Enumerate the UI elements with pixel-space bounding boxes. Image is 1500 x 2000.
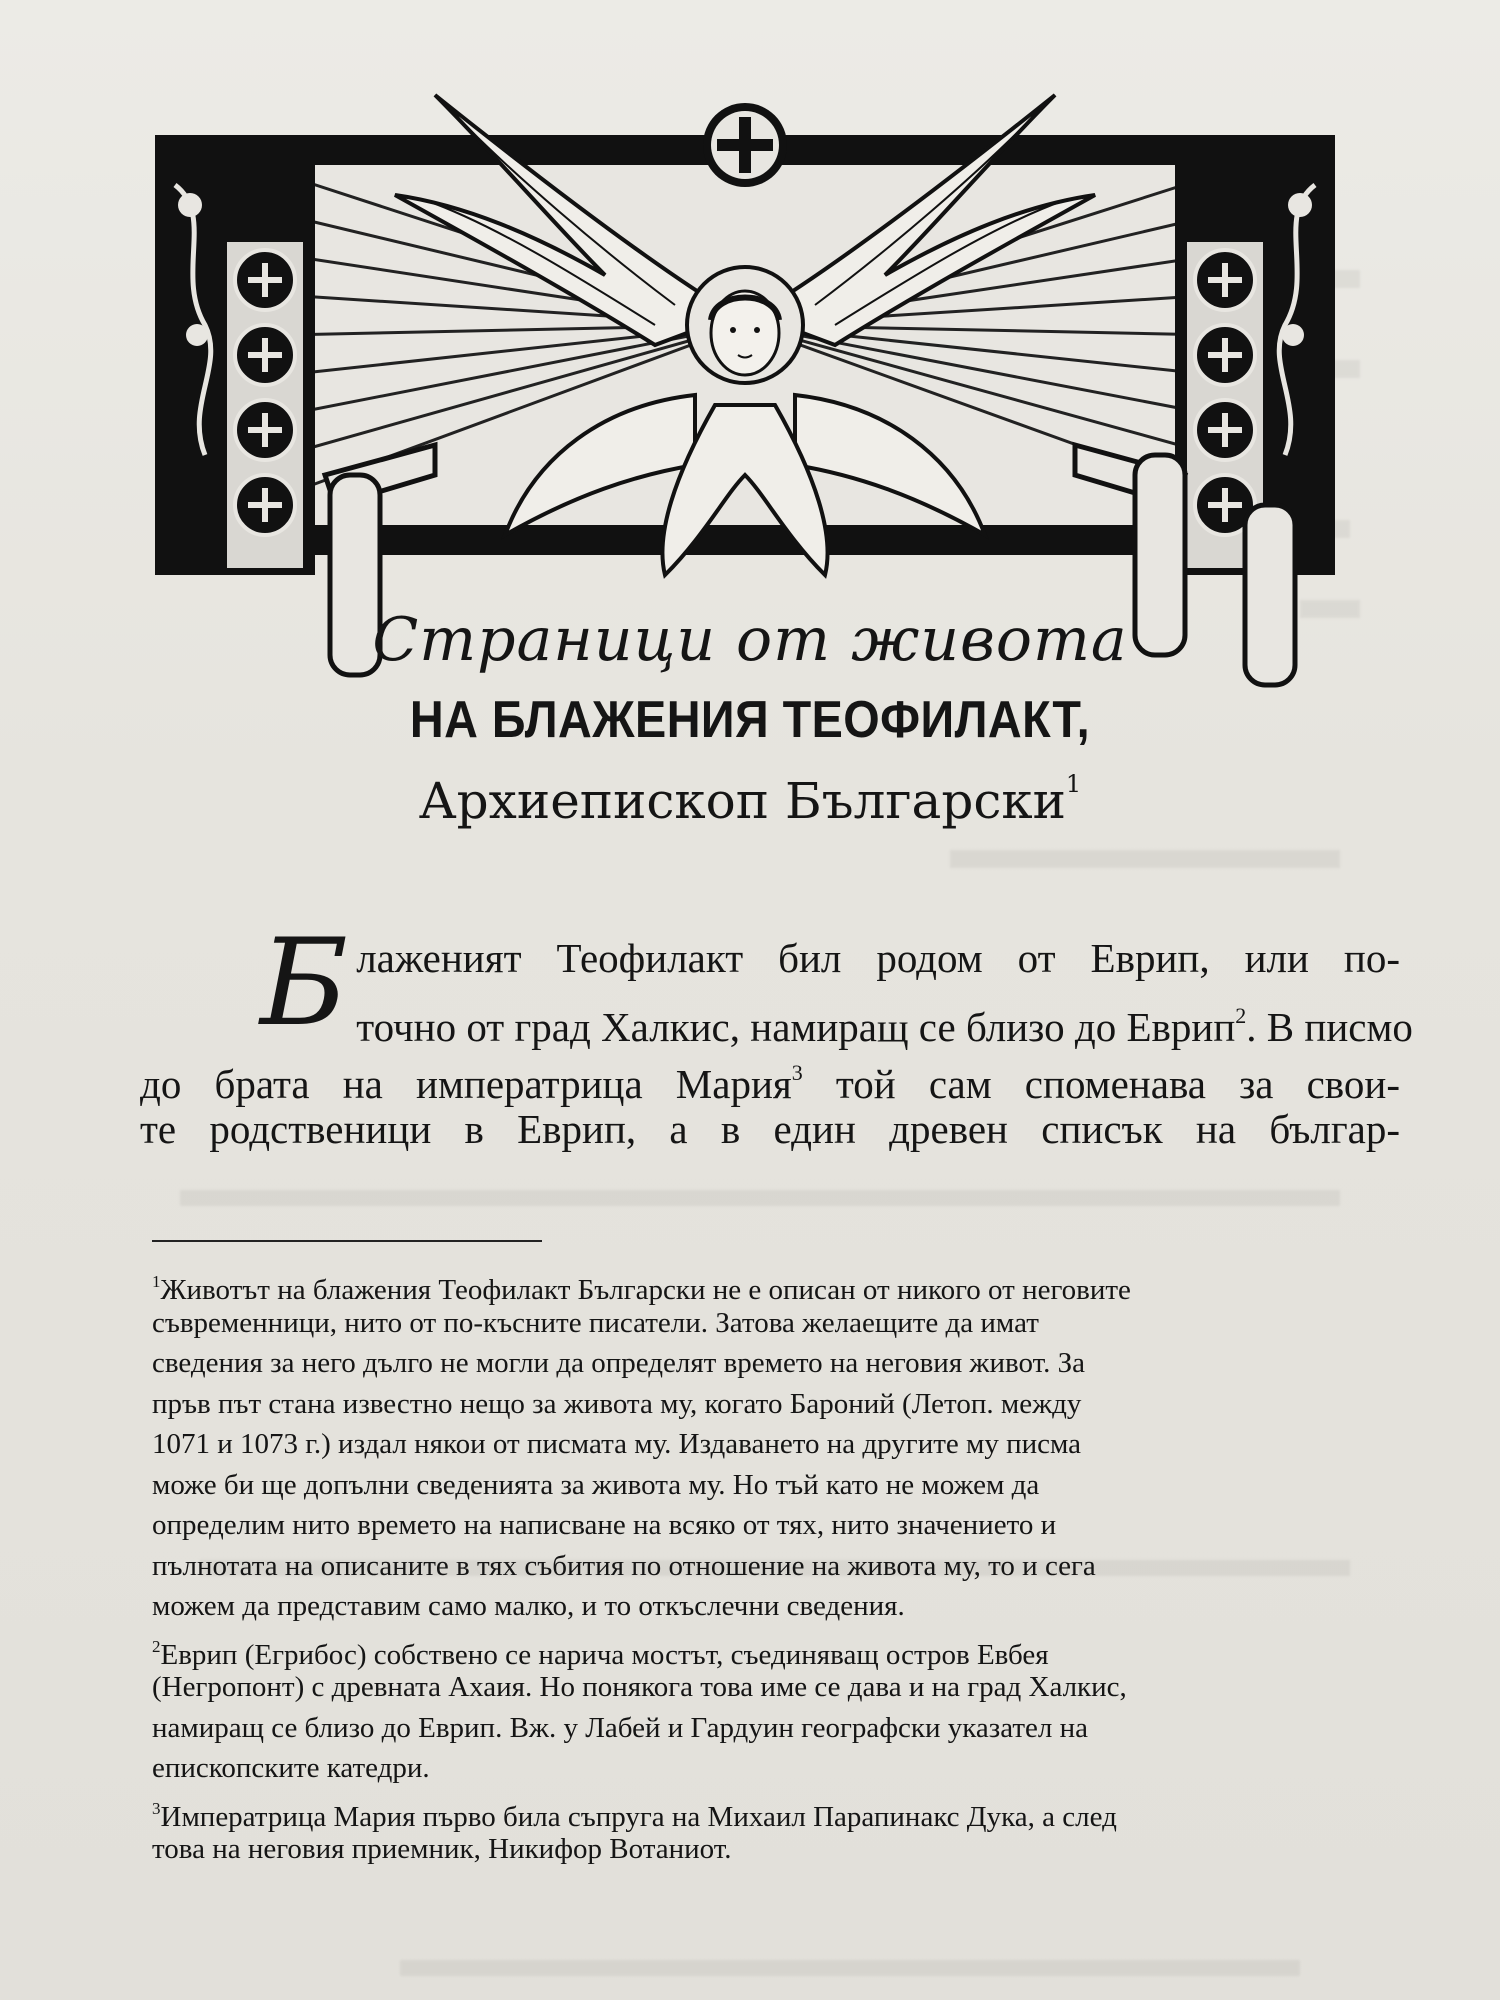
- body-line-2-tail: . В писмо: [1246, 1004, 1413, 1050]
- footnote-2-line-1-text: Еврип (Егрибос) собствено се нарича мостът, съединяващ остров Евбея: [160, 1638, 1049, 1671]
- body-line-4: те родственици в Еврип, а в един древен списък на българ-: [140, 1106, 1400, 1152]
- footnote-2-line-4: епископските катедри.: [152, 1752, 430, 1784]
- drop-cap-letter: Б: [260, 914, 349, 1053]
- footnote-ref-1: 1: [1065, 770, 1082, 798]
- footnote-3-line-1-text: Императрица Мария първо била съпруга на Михаил Парапинакс Дука, а след: [160, 1800, 1117, 1833]
- footnote-1-line-1: [152, 1262, 1342, 1306]
- footnote-divider: [152, 1240, 542, 1242]
- footnote-1-line-9: можем да представим само малко, и то откъслечни сведения.: [152, 1590, 905, 1622]
- footnote-1-line-7: определим нито времето на написване на всяко от тях, нито значението и: [152, 1509, 1057, 1541]
- footnote-3-line-1: [152, 1789, 1342, 1833]
- footnote-1-mark: 1: [152, 1272, 161, 1291]
- footnote-1-line-8: пълнотата на описаните в тях събития по отношение на живота му, то и сега: [152, 1549, 1096, 1582]
- footnote-ref-3: 3: [791, 1060, 803, 1085]
- footnote-1-line-4: пръв път стана известно нещо за живота му, когато Бароний (Летоп. между: [152, 1387, 1082, 1420]
- body-line-1: лаженият Теофилакт бил родом от Еврип, или по-: [356, 935, 1400, 981]
- footnote-3-line-2: това на неговия приемник, Никифор Вотаниот.: [152, 1833, 732, 1865]
- footnote-1-line-2: съвременници, нито от по-късните писатели. Затова желаещите да имат: [152, 1306, 1039, 1339]
- body-line-2-text: точно от град Халкис, намиращ се близо до Еврип: [356, 1004, 1236, 1050]
- body-line-3: [140, 1044, 1400, 1107]
- footnote-1-line-1-text: Животът на блажения Теофилакт Български не е описан от никого от неговите: [160, 1274, 1131, 1306]
- footnote-2-line-1: [152, 1627, 1342, 1671]
- body-paragraph: [140, 914, 1413, 1158]
- footnote-ref-2: 2: [1235, 1003, 1247, 1028]
- footnote-1-line-6: може би ще допълни сведенията за живота му. Но тъй като не можем да: [152, 1468, 1040, 1501]
- body-line-3-tail: той сам споменава за свои-: [802, 1061, 1400, 1107]
- footnote-3-mark: 3: [152, 1798, 161, 1818]
- footnote-1-line-5: 1071 и 1073 г.) издал някои от писмата му. Издаването на другите му писма: [152, 1428, 1082, 1460]
- footnote-2-line-2: (Негропонт) с древната Ахаия. Но понякога това име се дава и на град Халкис,: [152, 1671, 1127, 1703]
- footnote-2-line-3: намиращ се близо до Еврип. Вж. у Лабей и Гардуин географски указател на: [152, 1711, 1089, 1744]
- body-line-3-text: до брата на императрица Мария: [140, 1061, 792, 1107]
- title-line-2: НА БЛАЖЕНИЯ ТЕОФИЛАКТ,: [409, 691, 1091, 749]
- body-line-2: [260, 987, 1413, 1050]
- title-line-3-text: Архиепископ Български: [418, 772, 1066, 830]
- footnote-1-line-3: сведения за него дълго не могли да определят времето на неговия живот. За: [152, 1347, 1085, 1379]
- title-line-1: Страници от живота: [372, 605, 1128, 675]
- footnotes: [152, 1262, 1342, 1870]
- footnote-2-mark: 2: [152, 1636, 161, 1656]
- title-line-3: [0, 770, 1500, 830]
